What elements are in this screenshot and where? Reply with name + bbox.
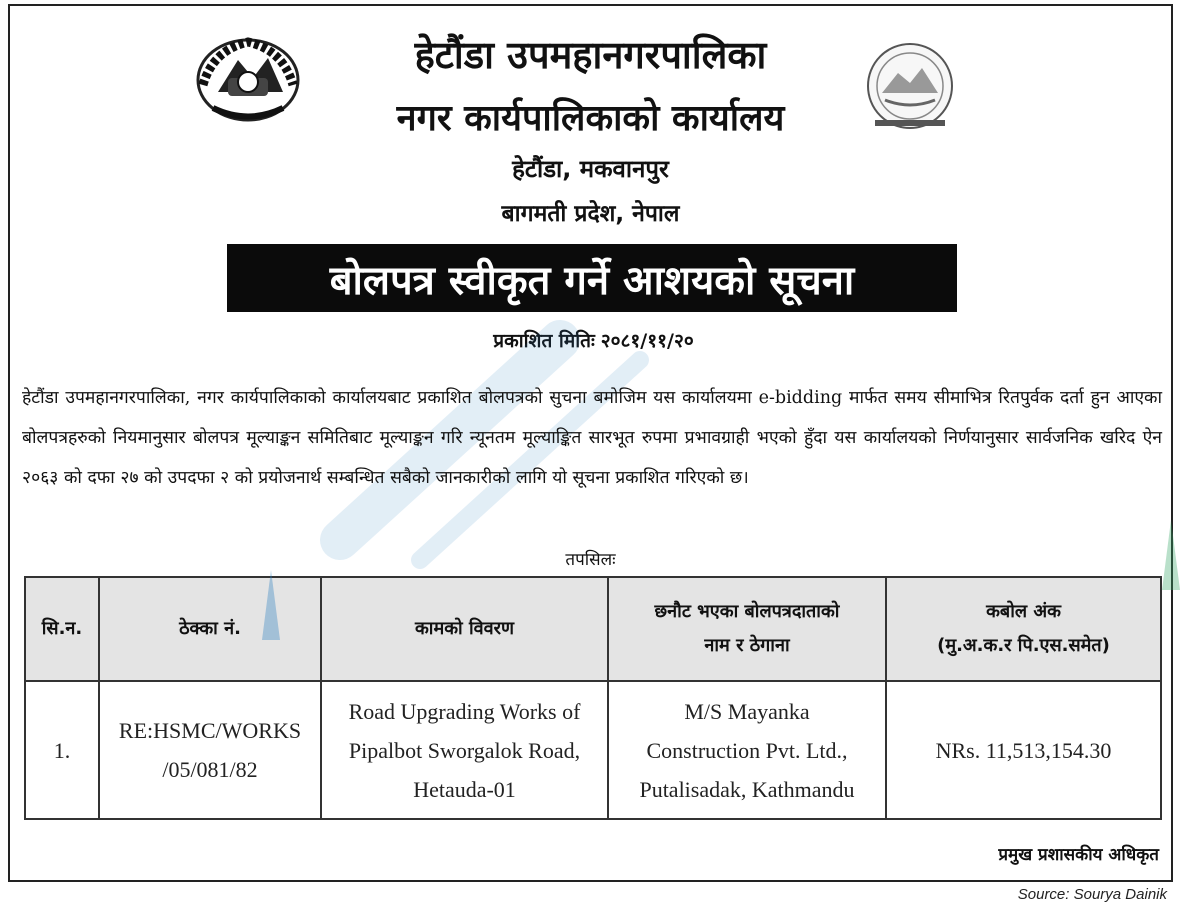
province-country: बागमती प्रदेश, नेपाल <box>501 201 680 227</box>
contract-no-line1: RE:HSMC/WORKS <box>118 718 302 743</box>
table-row <box>25 681 1161 819</box>
work-line2: Pipalbot Sworgalok Road, <box>348 737 581 763</box>
notice-body: हेटौंडा उपमहानगरपालिका, नगर कार्यपालिकाको कार्यालयबाट प्रकाशित बोलपत्रको सुचना बमोजिम यस कार्यालयमा e-bidding मार्फत समय सीमाभित्र रितपुर्वक दर्ता हुन आएका बोलपत्रहरुको नियमानुसार बोलपत्र मूल्याङ्कन समितिबाट मूल्याङ्कन गरि न्यूनतम मूल्याङ्कित सारभूत रुपमा प्रभावग्राही भएको हुँदा यस कार्यालयको निर्णयानुसार सार्वजनिक खरिद ऐन २०६३ को दफा २७ को उपदफा २ को प्रयोजनार्थ सम्बन्धित सबैको जानकारीको लागि यो सूचना प्रकाशित गरिएको छ। <box>22 388 1162 488</box>
award-details-table <box>24 576 1162 820</box>
published-date-line <box>0 327 1181 353</box>
office-location: हेटौंडा, मकवानपुर <box>512 155 669 183</box>
work-line1: Road Upgrading Works of <box>348 698 581 724</box>
table-header-row <box>25 577 1161 681</box>
work-line3: Hetauda-01 <box>413 776 516 802</box>
notice-title: बोलपत्र स्वीकृत गर्ने आशयको सूचना <box>329 257 855 304</box>
header-sn: सि.न. <box>25 577 99 681</box>
published-date: २०८१/११/२० <box>600 330 694 352</box>
cell-bidder <box>608 681 886 819</box>
cell-contract-no <box>99 681 321 819</box>
header-amount-line2: (मु.अ.क.र पि.एस.समेत) <box>937 635 1110 656</box>
bidder-line1: M/S Mayanka <box>684 698 810 724</box>
header-work-description: कामको विवरण <box>321 577 608 681</box>
cell-work-description <box>321 681 608 819</box>
cell-sn: 1. <box>25 681 99 819</box>
header-bidder-line1: छनौट भएका बोलपत्रदाताको <box>654 601 840 622</box>
header-amount <box>886 577 1161 681</box>
bidder-line3: Putalisadak, Kathmandu <box>639 776 855 802</box>
source-credit: Source: Sourya Dainik <box>1017 886 1167 903</box>
office-name: नगर कार्यपालिकाको कार्यालय <box>396 98 785 139</box>
municipality-name: हेटौंडा उपमहानगरपालिका <box>414 33 767 77</box>
notice-title-banner <box>227 244 957 312</box>
header-bidder <box>608 577 886 681</box>
cell-amount: NRs. 11,513,154.30 <box>886 681 1161 819</box>
published-label: प्रकाशित मितिः <box>493 330 595 352</box>
signatory: प्रमुख प्रशासकीय अधिकृत <box>998 845 1159 865</box>
header-contract-no: ठेक्का नं. <box>99 577 321 681</box>
contract-no-line2: /05/081/82 <box>162 757 258 782</box>
watermark-mark-right <box>1162 520 1180 590</box>
header-amount-line1: कबोल अंक <box>986 601 1061 622</box>
header-bidder-line2: नाम र ठेगाना <box>704 635 790 656</box>
details-heading: तपसिलः <box>565 550 616 570</box>
watermark-mark-left <box>262 570 280 640</box>
bidder-line2: Construction Pvt. Ltd., <box>646 737 848 763</box>
